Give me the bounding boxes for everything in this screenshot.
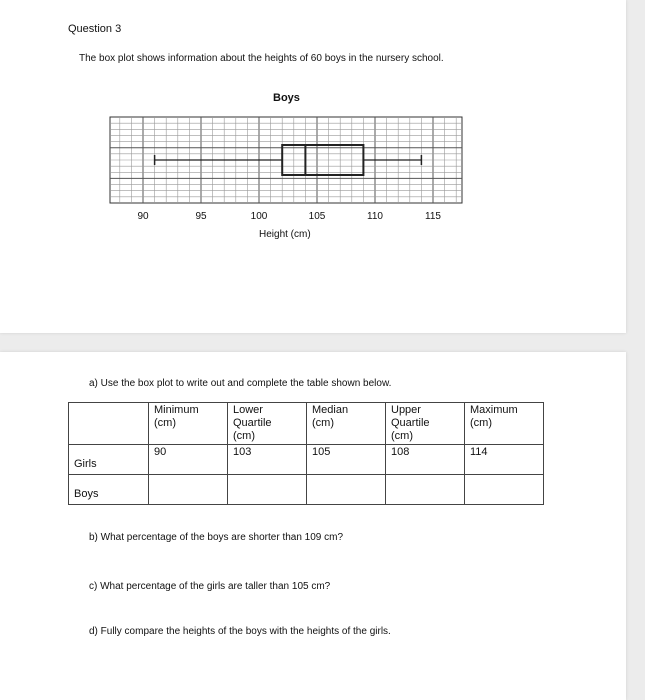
row-label-boys: Boys (69, 475, 149, 505)
row-label-girls: Girls (69, 445, 149, 475)
header-minimum (149, 403, 228, 445)
part-b-question: b) What percentage of the boys are shorter than 109 cm? (89, 532, 344, 543)
table-cell: 114 (465, 445, 544, 475)
table-row-girls (69, 445, 544, 475)
table-cell: 103 (228, 445, 307, 475)
question-title: Question 3 (68, 23, 122, 35)
table-cell-empty (307, 475, 386, 505)
table-cell-empty (465, 475, 544, 505)
header-line: (cm) (312, 417, 334, 429)
header-line: (cm) (470, 417, 492, 429)
part-d-question: d) Fully compare the heights of the boys with the heights of the girls. (89, 626, 391, 637)
header-line: (cm) (233, 430, 255, 442)
chart-title: Boys (273, 92, 300, 104)
comparison-table (68, 402, 544, 505)
header-lower-quartile (228, 403, 307, 445)
header-line: (cm) (391, 430, 413, 442)
table-header-row (69, 403, 544, 445)
box-plot (0, 0, 626, 260)
header-line: Maximum (470, 404, 518, 416)
x-tick-label: 110 (367, 211, 383, 222)
header-median (307, 403, 386, 445)
table-cell: 108 (386, 445, 465, 475)
table-cell-empty (386, 475, 465, 505)
header-upper-quartile (386, 403, 465, 445)
question-card (0, 0, 626, 333)
header-line: Median (312, 404, 349, 416)
x-axis-label: Height (cm) (259, 229, 311, 240)
part-c-question: c) What percentage of the girls are taller than 105 cm? (89, 581, 331, 592)
table-cell: 105 (307, 445, 386, 475)
x-tick-label: 115 (425, 211, 441, 222)
x-tick-label: 95 (195, 211, 207, 222)
header-maximum (465, 403, 544, 445)
table-cell-empty (149, 475, 228, 505)
x-tick-label: 105 (308, 211, 326, 222)
header-line: Quartile (391, 417, 430, 429)
table-cell: 90 (149, 445, 228, 475)
table-row-boys (69, 475, 544, 505)
x-tick-label: 100 (250, 211, 268, 222)
header-line: Quartile (233, 417, 272, 429)
part-a-prompt: a) Use the box plot to write out and complete the table shown below. (89, 378, 392, 389)
x-tick-label: 90 (137, 211, 149, 222)
questions-card (0, 352, 626, 700)
header-line: Minimum (154, 404, 199, 416)
table-cell-empty (228, 475, 307, 505)
header-line: Upper (391, 404, 421, 416)
header-line: Lower (233, 404, 263, 416)
question-intro: The box plot shows information about the heights of 60 boys in the nursery school. (79, 53, 444, 64)
table-corner-cell (69, 403, 149, 445)
header-line: (cm) (154, 417, 176, 429)
